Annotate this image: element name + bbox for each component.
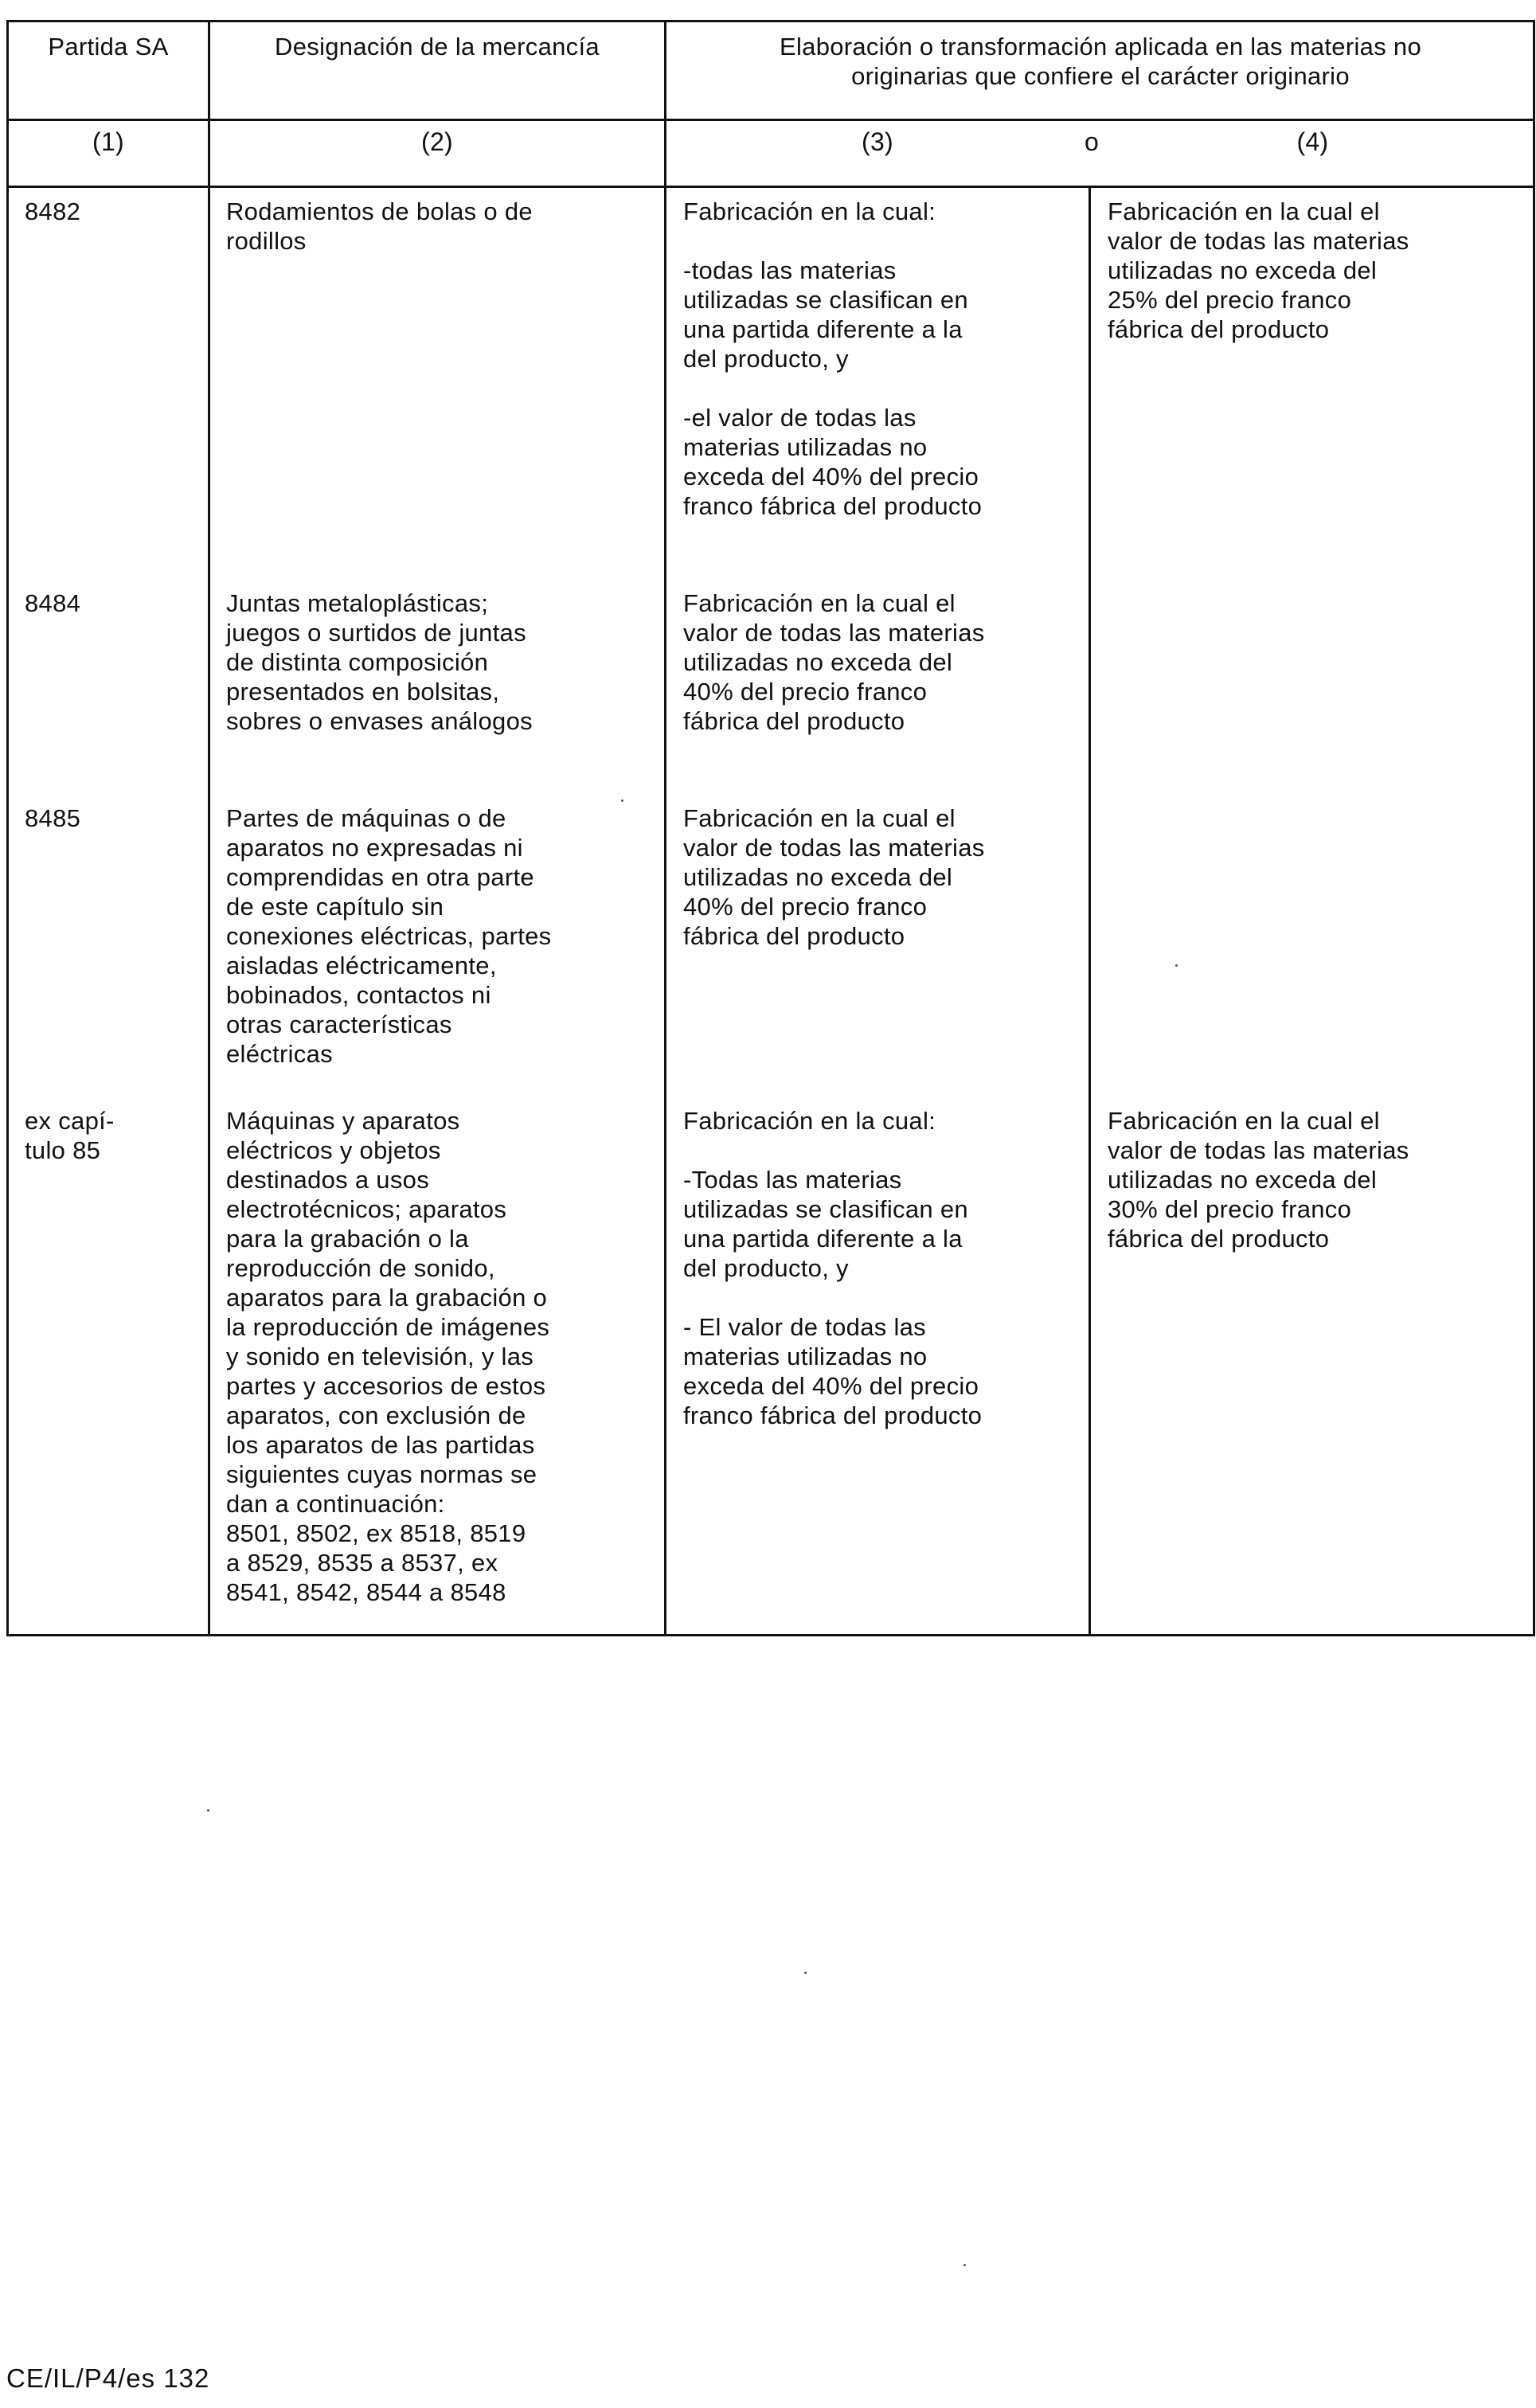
row-8482-designation: Rodamientos de bolas o de rodillos [226,197,533,255]
scan-speck [1175,964,1178,967]
column-number-3: (3) [861,127,893,156]
row-8482-code: 8482 [25,197,81,225]
row-ex85-designation: Máquinas y aparatos eléctricos y objetos destinados a usos electrotécnicos; aparatos para la grabación o la reproducción de sonido, aparatos para la grabación o la reproducción de imágenes y sonido en televisión, y las partes y accesorios de estos aparatos, con exclusión de los aparatos de las partidas siguientes cuyas normas se dan a continuación: 8501, 8502, ex 8518, 8519 a 8529, 8535 a 8537, ex 8541, 8542, 8544 a 8548 [226,1107,550,1606]
row-ex85-col4: Fabricación en la cual el valor de todas las materias utilizadas no exceda del 30% del precio franco fábrica del producto [1108,1107,1409,1253]
header-designacion: Designación de la mercancía [275,33,600,61]
row-8485-code: 8485 [25,804,81,832]
document-reference: CE/IL/P4/es 132 [6,2363,210,2393]
row-8482-col4: Fabricación en la cual el valor de todas las materias utilizadas no exceda del 25% del precio franco fábrica del producto [1108,197,1409,343]
row-8484-designation: Juntas metaloplásticas; juegos o surtidos de juntas de distinta composición presentados en bolsitas, sobres o envases análogos [226,589,533,735]
column-divider-1 [208,22,210,1634]
row-8484-col3: Fabricación en la cual el valor de todas las materias utilizadas no exceda del 40% del precio franco fábrica del producto [683,589,985,735]
scan-speck [621,799,623,802]
row-8485-designation: Partes de máquinas o de aparatos no expresadas ni comprendidas en otra parte de este capítulo sin conexiones eléctricas, partes aisladas eléctricamente, bobinados, contactos ni otras características eléctricas [226,804,552,1068]
scan-speck [963,2264,966,2266]
header-elaboracion: Elaboración o transformación aplicada en las materias no originarias que confiere el carácter originario [779,33,1421,90]
column-number-divider [9,186,1533,188]
row-ex85-code: ex capí- tulo 85 [25,1107,115,1164]
column-number-4: (4) [1296,127,1329,156]
column-divider-3 [1088,186,1091,1634]
scan-speck [804,1972,807,1974]
row-8482-col3: Fabricación en la cual: -todas las materias utilizadas se clasifican en una partida diferente a la del producto, y -el valor de todas las materias utilizadas no exceda del 40% del precio franco fábrica del producto [683,197,983,520]
rules-of-origin-table [6,20,1535,1636]
column-separator-o: o [1085,127,1100,156]
column-number-1: (1) [92,127,124,156]
scan-speck [207,1809,209,1812]
header-divider [9,119,1533,121]
column-number-2: (2) [420,127,453,156]
row-8484-code: 8484 [25,589,81,617]
row-8485-col3: Fabricación en la cual el valor de todas las materias utilizadas no exceda del 40% del precio franco fábrica del producto [683,804,985,950]
row-ex85-col3: Fabricación en la cual: -Todas las materias utilizadas se clasifican en una partida diferente a la del producto, y - El valor de todas las materias utilizadas no exceda del 40% del precio franco fábrica del producto [683,1107,983,1429]
header-partida: Partida SA [48,33,169,61]
column-divider-2 [664,22,666,1634]
